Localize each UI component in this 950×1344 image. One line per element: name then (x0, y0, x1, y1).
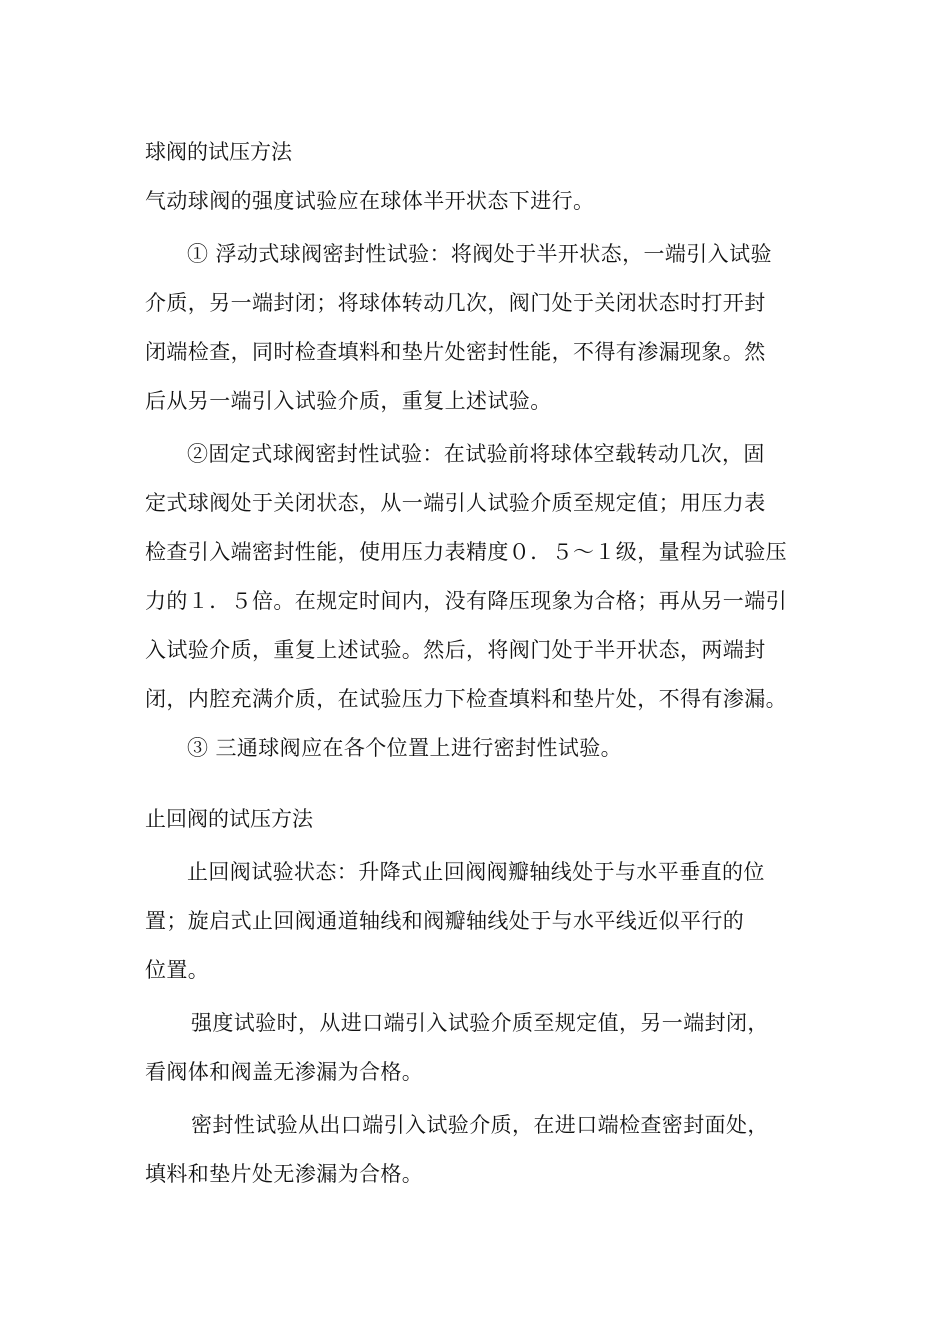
paragraph-three-way-ball-valve (145, 724, 810, 773)
paragraph-line: ① 浮动式球阀密封性试验：将阀处于半开状态，一端引入试验 (187, 242, 772, 266)
section-heading-check-valve: 止回阀的试压方法 (145, 807, 313, 831)
paragraph-line: 检查引入端密封性能，使用压力表精度０．５～１级，量程为试验压 (145, 540, 787, 564)
paragraph-line: ②固定式球阀密封性试验：在试验前将球体空载转动几次，固 (187, 442, 765, 466)
paragraph-line: 置；旋启式止回阀通道轴线和阀瓣轴线处于与水平线近似平行的 (145, 909, 745, 933)
paragraph-line: 入试验介质，重复上述试验。然后，将阀门处于半开状态，两端封 (145, 638, 766, 662)
paragraph-line: 强度试验时，从进口端引入试验介质至规定值，另一端封闭， (191, 1011, 769, 1035)
paragraph-line: 位置。 (145, 958, 210, 982)
paragraph-line: 填料和垫片处无渗漏为合格。 (145, 1162, 424, 1186)
paragraph-line: 闭，内腔充满介质，在试验压力下检查填料和垫片处，不得有渗漏。 (145, 687, 787, 711)
paragraph-strength-test (145, 999, 810, 1097)
paragraph-line: 定式球阀处于关闭状态，从一端引人试验介质至规定值；用压力表 (145, 491, 766, 515)
paragraph-line: 密封性试验从出口端引入试验介质，在进口端检查密封面处， (191, 1113, 769, 1137)
paragraph-line: 止回阀试验状态：升降式止回阀阀瓣轴线处于与水平垂直的位 (187, 860, 765, 884)
paragraph-line: 介质，另一端封闭；将球体转动几次，阀门处于关闭状态时打开封 (145, 291, 766, 315)
section-heading-ball-valve: 球阀的试压方法 (145, 140, 292, 164)
paragraph-seal-test (145, 1101, 810, 1199)
paragraph-line: 闭端检查，同时检查填料和垫片处密封性能，不得有渗漏现象。然 (145, 340, 766, 364)
intro-paragraph: 气动球阀的强度试验应在球体半开状态下进行。 (145, 189, 595, 213)
paragraph-line: 看阀体和阀盖无渗漏为合格。 (145, 1060, 424, 1084)
paragraph-line: 力的１．５倍。在规定时间内，没有降压现象为合格；再从另一端引 (145, 589, 787, 613)
paragraph-fixed-ball-valve (145, 430, 810, 724)
paragraph-check-valve-state (145, 848, 810, 995)
document-page (145, 128, 810, 1199)
paragraph-floating-ball-valve (145, 230, 810, 426)
paragraph-line: 后从另一端引入试验介质，重复上述试验。 (145, 389, 552, 413)
paragraph-line: ③ 三通球阀应在各个位置上进行密封性试验。 (187, 736, 623, 760)
